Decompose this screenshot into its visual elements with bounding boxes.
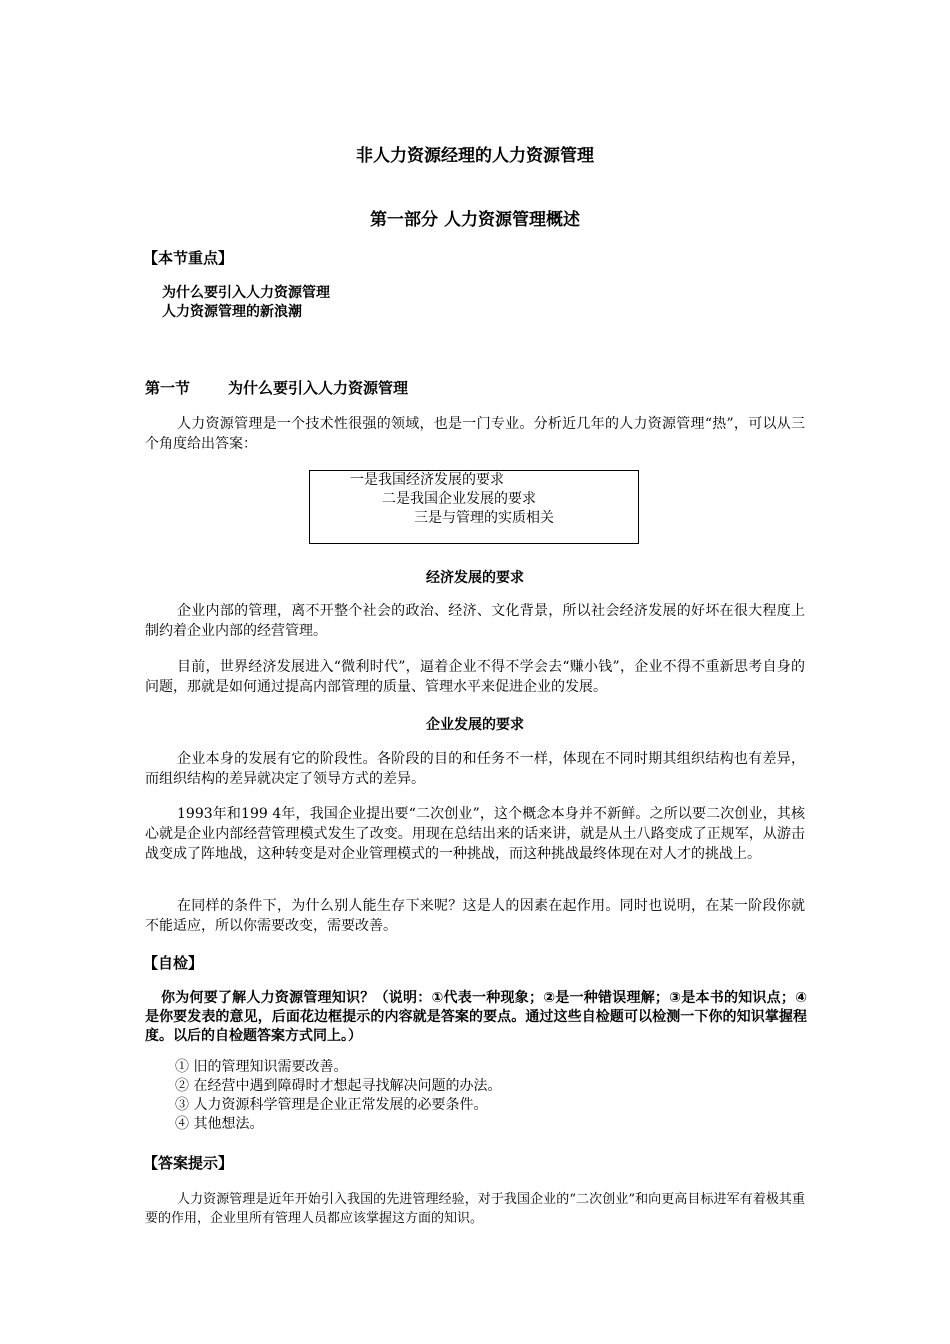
answer-paragraph: 人力资源管理是近年开始引入我国的先进管理经验，对于我国企业的“二次创业”和向更高目标进军有着极其重要的作用，企业里所有管理人员都应该掌握这方面的知识。 <box>145 1192 805 1226</box>
enterprise-paragraph: 企业本身的发展有它的阶段性。各阶段的目的和任务不一样，体现在不同时期其组织结构也有差异，而组织结构的差异就决定了领导方式的差异。 <box>145 751 805 787</box>
box-item: 一是我国经济发展的要求 <box>350 472 504 488</box>
option-item: ③ 人力资源科学管理是企业正常发展的必要条件。 <box>175 1097 488 1113</box>
option-item: ② 在经营中遇到障碍时才想起寻找解决问题的办法。 <box>175 1078 502 1094</box>
intro-paragraph: 人力资源管理是一个技术性很强的领域，也是一门专业。分析近几年的人力资源管理“热”，可以从三个角度给出答案： <box>145 416 805 452</box>
economy-paragraph: 企业内部的管理，离不开整个社会的政治、经济、文化背景，所以社会经济发展的好坏在很大程度上制约着企业内部的经营管理。 <box>145 603 805 639</box>
section-title: 为什么要引入人力资源管理 <box>228 379 409 397</box>
document-title: 非人力资源经理的人力资源管理 <box>356 146 594 166</box>
answer-box <box>309 470 639 544</box>
selfcheck-options <box>175 1058 501 1134</box>
option-item: ④ 其他想法。 <box>175 1116 264 1132</box>
enterprise-paragraph: 在同样的条件下，为什么别人能生存下来呢？这是人的因素在起作用。同时也说明，在某一阶段你就不能适应，所以你需要改变，需要改善。 <box>145 898 805 934</box>
focus-tag: 【本节重点】 <box>143 249 234 267</box>
box-item: 二是我国企业发展的要求 <box>382 491 536 507</box>
section-heading <box>145 377 408 398</box>
section-number: 第一节 <box>145 379 191 397</box>
economy-heading: 经济发展的要求 <box>426 570 524 586</box>
selfcheck-tag: 【自检】 <box>143 954 204 972</box>
box-item: 三是与管理的实质相关 <box>414 510 554 526</box>
focus-list <box>162 284 330 322</box>
economy-paragraph: 目前，世界经济发展进入“微利时代”，逼着企业不得不学会去“赚小钱”，企业不得不重新思考自身的问题，那就是如何通过提高内部管理的质量、管理水平来促进企业的发展。 <box>145 659 805 695</box>
focus-item: 为什么要引入人力资源管理 <box>162 285 330 301</box>
answer-tag: 【答案提示】 <box>143 1154 234 1172</box>
option-item: ① 旧的管理知识需要改善。 <box>175 1059 348 1075</box>
part-title: 第一部分 人力资源管理概述 <box>370 210 580 230</box>
selfcheck-question: 你为何要了解人力资源管理知识？（说明：①代表一种现象；②是一种错误理解；③是本书的知识点；④是你要发表的意见，后面花边框提示的内容就是答案的要点。通过这些自检题可以检测一下你的知识掌握程度。以后的自检题答案方式同上。） <box>145 990 807 1044</box>
focus-item: 人力资源管理的新浪潮 <box>162 304 302 320</box>
enterprise-paragraph: 1993年和199 4年，我国企业提出要“二次创业”，这个概念本身并不新鲜。之所以要二次创业，其核心就是企业内部经营管理模式发生了改变。用现在总结出来的话来讲，就是从土八路变成了正规军，从游击战变成了阵地战，这种转变是对企业管理模式的一种挑战，而这种挑战最终体现在对人才的挑战上。 <box>145 806 805 862</box>
enterprise-heading: 企业发展的要求 <box>426 717 524 733</box>
